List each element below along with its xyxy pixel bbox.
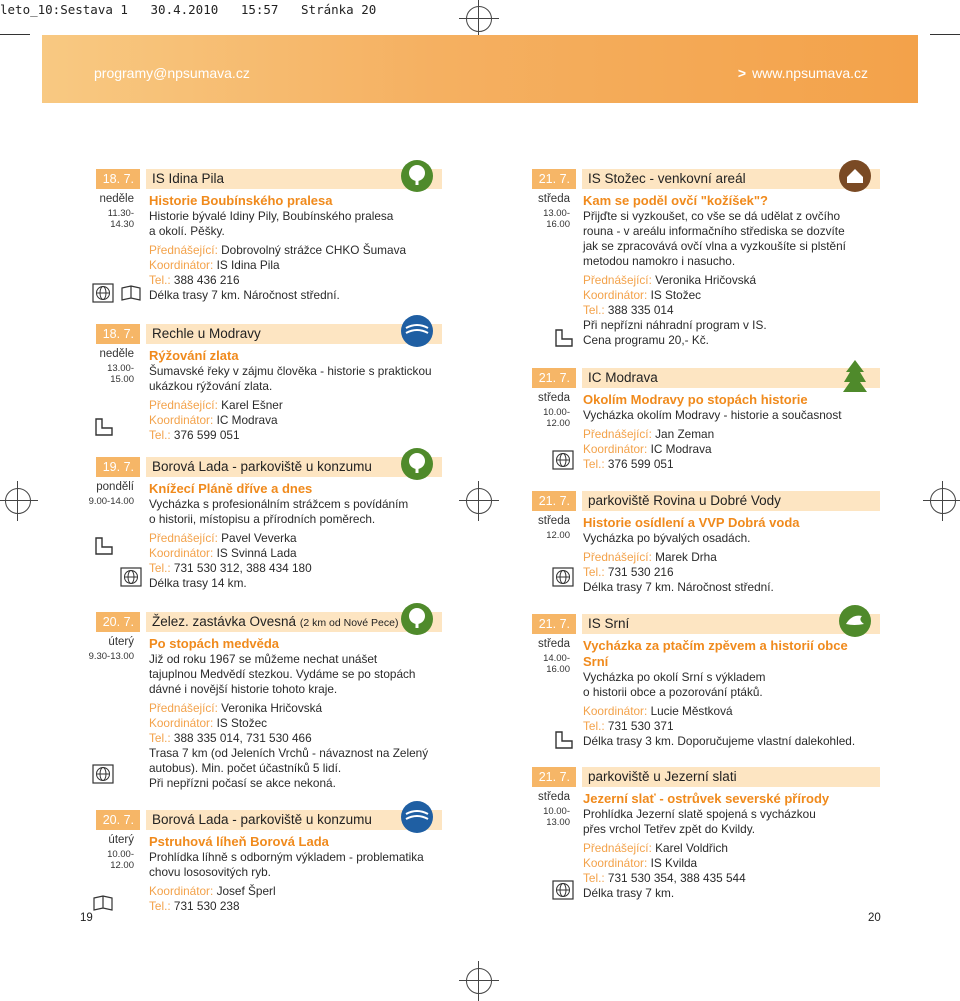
event-body xyxy=(583,392,873,472)
river-logo-icon xyxy=(400,314,434,348)
event-subtitle: Rýžování zlata xyxy=(149,348,239,363)
boot-icon xyxy=(552,328,574,348)
lecturer-row xyxy=(149,243,449,258)
lecturer-label: Přednášející: xyxy=(583,841,652,855)
event-body xyxy=(583,638,873,749)
coordinator-label: Koordinátor: xyxy=(149,716,214,730)
phone-value: 388 335 014, 731 530 466 xyxy=(173,731,312,745)
lecturer-row xyxy=(583,427,873,442)
phone-row xyxy=(583,457,873,472)
crop-mark xyxy=(0,34,30,35)
tree-logo-icon xyxy=(400,159,434,193)
registration-mark-icon xyxy=(466,968,492,994)
house-logo-icon xyxy=(838,159,872,193)
tree-logo-icon xyxy=(400,602,434,636)
coordinator-value: IS Kvilda xyxy=(650,856,698,870)
event-place xyxy=(582,169,880,189)
phone-row xyxy=(149,273,449,288)
coordinator-row xyxy=(149,546,449,561)
coordinator-value: IC Modrava xyxy=(650,442,712,456)
globe-icon xyxy=(120,567,142,587)
coordinator-row xyxy=(149,716,449,731)
event-day: neděle xyxy=(99,193,134,205)
place-name: Želez. zastávka Ovesná xyxy=(152,614,297,629)
event-day: středa xyxy=(538,392,570,404)
phone-value: 376 599 051 xyxy=(607,457,674,471)
event-description-line: Vycházka okolím Modravy - historie a současnost xyxy=(583,408,842,422)
event-description-line: rouna - v areálu informačního střediska se dozvíte xyxy=(583,224,845,238)
place-name: IS Idina Pila xyxy=(152,171,225,186)
lecturer-value: Karel Ešner xyxy=(221,398,283,412)
event-subtitle: Knížecí Pláně dříve a dnes xyxy=(149,481,313,496)
event-time: 12.00 xyxy=(546,530,570,541)
event-subtitle: Pstruhová líheň Borová Lada xyxy=(149,834,329,849)
globe-icon xyxy=(552,450,574,470)
event-body xyxy=(583,193,873,348)
event-body xyxy=(149,834,449,914)
event-description-line: jak se zpracovává ovčí vlna a vyzkoušíte si plstění xyxy=(583,239,846,253)
event-description-line: Prohlídka Jezerní slatě spojená s vycházkou xyxy=(583,807,816,821)
phone-row xyxy=(149,428,449,443)
event-day: úterý xyxy=(108,636,134,648)
event-subtitle: Okolím Modravy po stopách historie xyxy=(583,392,808,407)
header-banner xyxy=(42,35,918,103)
coordinator-label: Koordinátor: xyxy=(583,442,648,456)
phone-value: 731 530 238 xyxy=(173,899,240,913)
event-time: 10.00-13.00 xyxy=(543,806,570,828)
event-time: 9.00-14.00 xyxy=(88,496,134,507)
place-name: parkoviště u Jezerní slati xyxy=(588,769,737,784)
phone-row xyxy=(149,731,449,746)
phone-row xyxy=(149,561,449,576)
event-place xyxy=(146,324,442,344)
event-extra-line: Při nepřízni náhradní program v IS. xyxy=(583,318,767,332)
event-place xyxy=(146,169,442,189)
event-description-line: Historie bývalé Idiny Pily, Boubínského pralesa xyxy=(149,209,394,223)
book-icon xyxy=(120,283,142,303)
phone-value: 376 599 051 xyxy=(173,428,240,442)
event-place xyxy=(582,614,880,634)
lecturer-label: Přednášející: xyxy=(583,273,652,287)
event-date: 21. 7. xyxy=(532,614,576,634)
event-description-line: Vycházka po okolí Srní s výkladem xyxy=(583,670,766,684)
pine-logo-icon xyxy=(838,358,872,392)
event-subtitle: Po stopách medvěda xyxy=(149,636,280,651)
phone-row xyxy=(149,899,449,914)
lecturer-row xyxy=(149,701,449,716)
event-body xyxy=(149,636,449,791)
phone-value: 388 436 216 xyxy=(173,273,240,287)
globe-icon xyxy=(92,764,114,784)
website-link[interactable] xyxy=(738,65,868,81)
event-time: 13.00-15.00 xyxy=(107,363,134,385)
event-date: 18. 7. xyxy=(96,324,140,344)
phone-row xyxy=(583,719,873,734)
event-description-line: ukázkou rýžování zlata. xyxy=(149,379,273,393)
place-name: parkoviště Rovina u Dobré Vody xyxy=(588,493,781,508)
coordinator-row xyxy=(583,856,873,871)
phone-value: 731 530 216 xyxy=(607,565,674,579)
lecturer-value: Veronika Hričovská xyxy=(221,701,323,715)
phone-label: Tel.: xyxy=(583,303,605,317)
coordinator-label: Koordinátor: xyxy=(149,413,214,427)
lecturer-row xyxy=(583,841,873,856)
event-date: 21. 7. xyxy=(532,368,576,388)
river-logo-icon xyxy=(400,800,434,834)
print-slug: leto_10:Sestava 1 30.4.2010 15:57 Stránka 20 xyxy=(0,2,377,17)
lecturer-value: Veronika Hričovská xyxy=(655,273,757,287)
coordinator-label: Koordinátor: xyxy=(149,258,214,272)
event-extra-line: Délka trasy 7 km. xyxy=(583,886,675,900)
event-subtitle: Historie osídlení a VVP Dobrá voda xyxy=(583,515,800,530)
phone-label: Tel.: xyxy=(583,719,605,733)
phone-label: Tel.: xyxy=(583,457,605,471)
coordinator-row xyxy=(583,704,873,719)
globe-icon xyxy=(92,283,114,303)
phone-label: Tel.: xyxy=(149,273,171,287)
event-day: středa xyxy=(538,791,570,803)
event-time: 10.00-12.00 xyxy=(107,849,134,871)
lecturer-row xyxy=(149,398,449,413)
event-time: 13.00-16.00 xyxy=(543,208,570,230)
phone-label: Tel.: xyxy=(149,899,171,913)
event-body xyxy=(583,791,873,901)
lecturer-row xyxy=(583,550,873,565)
coordinator-value: IC Modrava xyxy=(216,413,278,427)
registration-mark-icon xyxy=(466,488,492,514)
coordinator-label: Koordinátor: xyxy=(583,288,648,302)
coordinator-label: Koordinátor: xyxy=(149,546,214,560)
coordinator-value: IS Idina Pila xyxy=(216,258,280,272)
event-time: 10.00-12.00 xyxy=(543,407,570,429)
event-extra-line: Trasa 7 km (od Jeleních Vrchů - návaznost na Zelený xyxy=(149,746,429,760)
bird-logo-icon xyxy=(838,604,872,638)
book-icon xyxy=(92,893,114,913)
event-date: 18. 7. xyxy=(96,169,140,189)
event-date: 21. 7. xyxy=(532,169,576,189)
tree-logo-icon xyxy=(400,447,434,481)
registration-mark-icon xyxy=(5,488,31,514)
event-date: 19. 7. xyxy=(96,457,140,477)
place-name: IS Stožec - venkovní areál xyxy=(588,171,746,186)
event-place xyxy=(582,767,880,787)
coordinator-row xyxy=(149,884,449,899)
event-description-line: Vycházka po bývalých osadách. xyxy=(583,531,751,545)
coordinator-label: Koordinátor: xyxy=(583,856,648,870)
phone-label: Tel.: xyxy=(149,428,171,442)
website-label: www.npsumava.cz xyxy=(752,65,868,81)
event-body xyxy=(149,481,449,591)
event-day: středa xyxy=(538,515,570,527)
place-name: Borová Lada - parkoviště u konzumu xyxy=(152,812,372,827)
event-subtitle: Jezerní slať - ostrůvek severské přírody xyxy=(583,791,830,806)
coordinator-value: Lucie Městková xyxy=(650,704,733,718)
boot-icon xyxy=(92,417,114,437)
coordinator-row xyxy=(149,258,449,273)
lecturer-value: Jan Zeman xyxy=(655,427,715,441)
place-note: (2 km od Nové Pece) xyxy=(299,617,399,629)
lecturer-value: Dobrovolný strážce CHKO Šumava xyxy=(221,243,407,257)
place-name: IC Modrava xyxy=(588,370,658,385)
place-name: Rechle u Modravy xyxy=(152,326,261,341)
event-date: 21. 7. xyxy=(532,767,576,787)
lecturer-value: Marek Drha xyxy=(655,550,717,564)
event-day: úterý xyxy=(108,834,134,846)
globe-icon xyxy=(552,567,574,587)
phone-row xyxy=(583,565,873,580)
place-name: IS Srní xyxy=(588,616,630,631)
event-day: středa xyxy=(538,193,570,205)
event-description-line: Již od roku 1967 se můžeme nechat unášet xyxy=(149,652,378,666)
event-place xyxy=(582,368,880,388)
boot-icon xyxy=(92,536,114,556)
lecturer-label: Přednášející: xyxy=(149,398,218,412)
registration-mark-icon xyxy=(930,488,956,514)
phone-label: Tel.: xyxy=(149,731,171,745)
page-number-left: 19 xyxy=(80,912,93,924)
event-description-line: o historii obce a pozorování ptáků. xyxy=(583,685,763,699)
event-extra-line: Při nepřízni počasí se akce nekoná. xyxy=(149,776,336,790)
coordinator-value: IS Svinná Lada xyxy=(216,546,297,560)
phone-value: 731 530 354, 388 435 544 xyxy=(607,871,746,885)
phone-label: Tel.: xyxy=(149,561,171,575)
event-date: 21. 7. xyxy=(532,491,576,511)
event-day: středa xyxy=(538,638,570,650)
arrow-icon: > xyxy=(737,65,747,81)
event-subtitle: Vycházka za ptačím zpěvem a historií obce Srní xyxy=(583,638,848,669)
event-extra-line: autobus). Min. počet účastníků 5 lidí. xyxy=(149,761,342,775)
coordinator-value: IS Stožec xyxy=(216,716,268,730)
lecturer-label: Přednášející: xyxy=(149,243,218,257)
coordinator-label: Koordinátor: xyxy=(149,884,214,898)
globe-icon xyxy=(552,880,574,900)
event-body xyxy=(583,515,873,595)
event-day: neděle xyxy=(99,348,134,360)
lecturer-label: Přednášející: xyxy=(583,550,652,564)
place-name: Borová Lada - parkoviště u konzumu xyxy=(152,459,372,474)
event-description-line: tajuplnou Medvědí stezkou. Vydáme se po stopách xyxy=(149,667,416,681)
lecturer-label: Přednášející: xyxy=(149,701,218,715)
event-description-line: Přijďte si vyzkoušet, co vše se dá udělat z ovčího xyxy=(583,209,841,223)
phone-label: Tel.: xyxy=(583,565,605,579)
event-description-line: o historii, místopisu a přírodních poměrech. xyxy=(149,512,376,526)
coordinator-value: IS Stožec xyxy=(650,288,702,302)
event-description-line: a okolí. Pěšky. xyxy=(149,224,225,238)
crop-mark xyxy=(930,34,960,35)
phone-label: Tel.: xyxy=(583,871,605,885)
phone-value: 731 530 312, 388 434 180 xyxy=(173,561,312,575)
lecturer-row xyxy=(149,531,449,546)
event-extra-line: Délka trasy 7 km. Náročnost střední. xyxy=(583,580,774,594)
event-description-line: metodou namokro i nasucho. xyxy=(583,254,736,268)
event-extra-line: Délka trasy 3 km. Doporučujeme vlastní dalekohled. xyxy=(583,734,856,748)
coordinator-row xyxy=(583,442,873,457)
event-date: 20. 7. xyxy=(96,810,140,830)
registration-mark-icon xyxy=(466,6,492,32)
event-description-line: Prohlídka líhně s odborným výkladem - problematika xyxy=(149,850,424,864)
event-time: 11.30-14.30 xyxy=(107,208,134,230)
phone-row xyxy=(583,871,873,886)
event-time: 9.30-13.00 xyxy=(88,651,134,662)
event-body xyxy=(149,193,449,303)
event-description-line: Vycházka s profesionálním strážcem s povídáním xyxy=(149,497,409,511)
event-description-line: přes vrchol Tetřev zpět do Kvildy. xyxy=(583,822,756,836)
event-place xyxy=(146,457,442,477)
lecturer-value: Pavel Veverka xyxy=(221,531,297,545)
email-link[interactable]: programy@npsumava.cz xyxy=(94,65,250,81)
page-number-right: 20 xyxy=(868,912,881,924)
coordinator-row xyxy=(149,413,449,428)
event-place xyxy=(146,810,442,830)
lecturer-value: Karel Voldřich xyxy=(655,841,728,855)
event-time: 14.00-16.00 xyxy=(543,653,570,675)
event-description-line: dávné i novější historie tohoto kraje. xyxy=(149,682,338,696)
event-extra-line: Délka trasy 7 km. Náročnost střední. xyxy=(149,288,340,302)
phone-value: 731 530 371 xyxy=(607,719,674,733)
coordinator-row xyxy=(583,288,873,303)
event-place xyxy=(146,612,442,632)
event-place xyxy=(582,491,880,511)
event-extra-line: Délka trasy 14 km. xyxy=(149,576,247,590)
coordinator-label: Koordinátor: xyxy=(583,704,648,718)
lecturer-label: Přednášející: xyxy=(583,427,652,441)
lecturer-row xyxy=(583,273,873,288)
event-extra-line: Cena programu 20,- Kč. xyxy=(583,333,709,347)
event-subtitle: Kam se poděl ovčí "kožíšek"? xyxy=(583,193,769,208)
lecturer-label: Přednášející: xyxy=(149,531,218,545)
event-day: pondělí xyxy=(96,481,134,493)
phone-row xyxy=(583,303,873,318)
event-description-line: chovu lososovitých ryb. xyxy=(149,865,271,879)
event-subtitle: Historie Boubínského pralesa xyxy=(149,193,333,208)
event-description-line: Šumavské řeky v zájmu člověka - historie s praktickou xyxy=(149,364,432,378)
event-date: 20. 7. xyxy=(96,612,140,632)
phone-value: 388 335 014 xyxy=(607,303,674,317)
event-body xyxy=(149,348,449,443)
boot-icon xyxy=(552,730,574,750)
coordinator-value: Josef Šperl xyxy=(216,884,276,898)
